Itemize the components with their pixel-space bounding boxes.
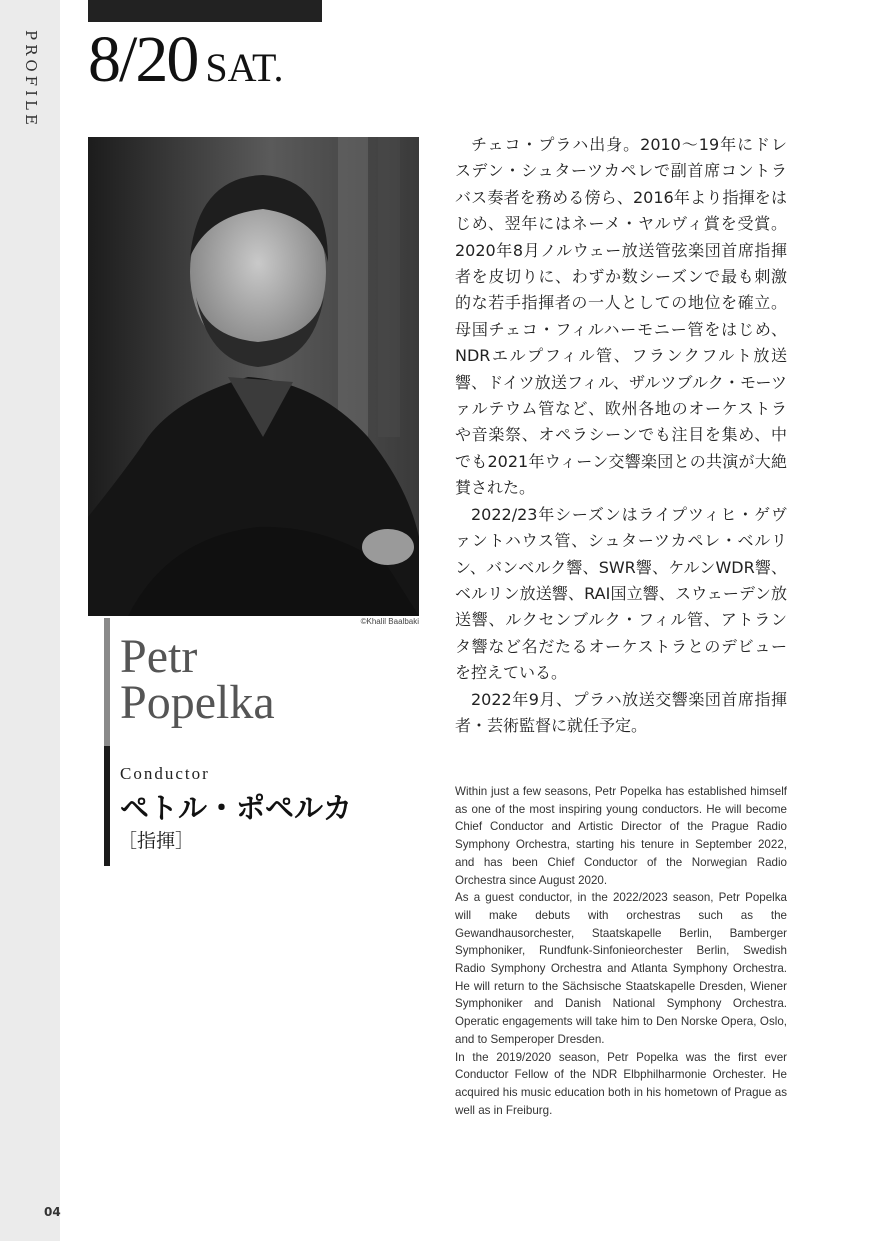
biography-english	[455, 783, 787, 1119]
first-name: Petr	[120, 630, 198, 683]
accent-bar-black	[104, 746, 110, 866]
last-name: Popelka	[120, 676, 275, 729]
role-japanese: ［指揮］	[118, 830, 195, 852]
bio-ja-paragraph: 2022年9月、プラハ放送交響楽団首席指揮者・芸術監督に就任予定。	[455, 689, 787, 735]
bio-en-paragraph: Within just a few seasons, Petr Popelka has established himself as one of the most inspiring young conductors. He will become Chief Conductor and Artistic Director of the Prague Radio Symphony Orchestra, starting his tenure in September 2022, and has been Chief Conductor of the Norwegian Radio Orchestra since August 2020.	[455, 785, 787, 887]
date-day: SAT.	[205, 45, 284, 90]
header-bar	[88, 0, 322, 22]
bio-ja-paragraph: 2022/23年シーズンはライプツィヒ・ゲヴァントハウス管、シュターツカペレ・ベルリン、バンベルク響、SWR響、ケルンWDR響、ベルリン放送響、RAI国立響、スウェーデン放送響、ルクセンブルク・フィル管、アトランタ響など名だたるオーケストラとのデビューを控えている。	[455, 504, 787, 683]
biography-japanese	[455, 132, 787, 739]
photo-credit: ©Khalil Baalbaki	[360, 617, 419, 626]
bio-ja-paragraph: チェコ・プラハ出身。2010〜19年にドレスデン・シュターツカペレで副首席コントラバス奏者を務める傍ら、2016年より指揮をはじめ、翌年にはネーメ・ヤルヴィ賞を受賞。2020年8月ノルウェー放送管弦楽団首席指揮者を皮切りに、わずか数シーズンで最も刺激的な若手指揮者の一人としての地位を確立。母国チェコ・フィルハーモニー管をはじめ、NDRエルプフィル管、フランクフルト放送響、ドイツ放送フィル、ザルツブルク・モーツァルテウム管など、欧州各地のオーケストラや音楽祭、オペラシーンでも注目を集め、中でも2021年ウィーン交響楽団との共演が大絶賛された。	[455, 135, 787, 498]
date-number: 8/20	[88, 23, 198, 96]
accent-bar-grey	[104, 618, 110, 746]
artist-name-japanese: ペトル・ポペルカ	[120, 791, 353, 825]
artist-name-english	[120, 630, 420, 729]
bio-en-paragraph: In the 2019/2020 season, Petr Popelka was the first ever Conductor Fellow of the NDR Elbphilharmonie Orchester. He acquired his music education both in his hometown of Prague as well as in Freiburg.	[455, 1050, 787, 1117]
page-number: 04	[44, 1205, 61, 1219]
artist-photo	[88, 137, 419, 616]
bio-en-paragraph: As a guest conductor, in the 2022/2023 season, Petr Popelka will make debuts with orchestras such as the Gewandhausorchester, Staatskapelle Berlin, Bamberger Symphoniker, Rundfunk-Sinfonieorchester Berlin, Swedish Radio Symphony Orchestra and Atlanta Symphony Orchestra. He will return to the Sächsische Staatskapelle Dresden, Wiener Symphoniker and Danish National Symphony Orchestra. Operatic engagements will take him to Den Norske Opera, Oslo, and to Semperoper Dresden.	[455, 891, 787, 1046]
side-strip	[0, 0, 60, 1241]
role-english: Conductor	[120, 764, 210, 783]
concert-date	[88, 22, 284, 94]
portrait-image	[88, 137, 419, 616]
section-label: PROFILE	[22, 30, 40, 129]
